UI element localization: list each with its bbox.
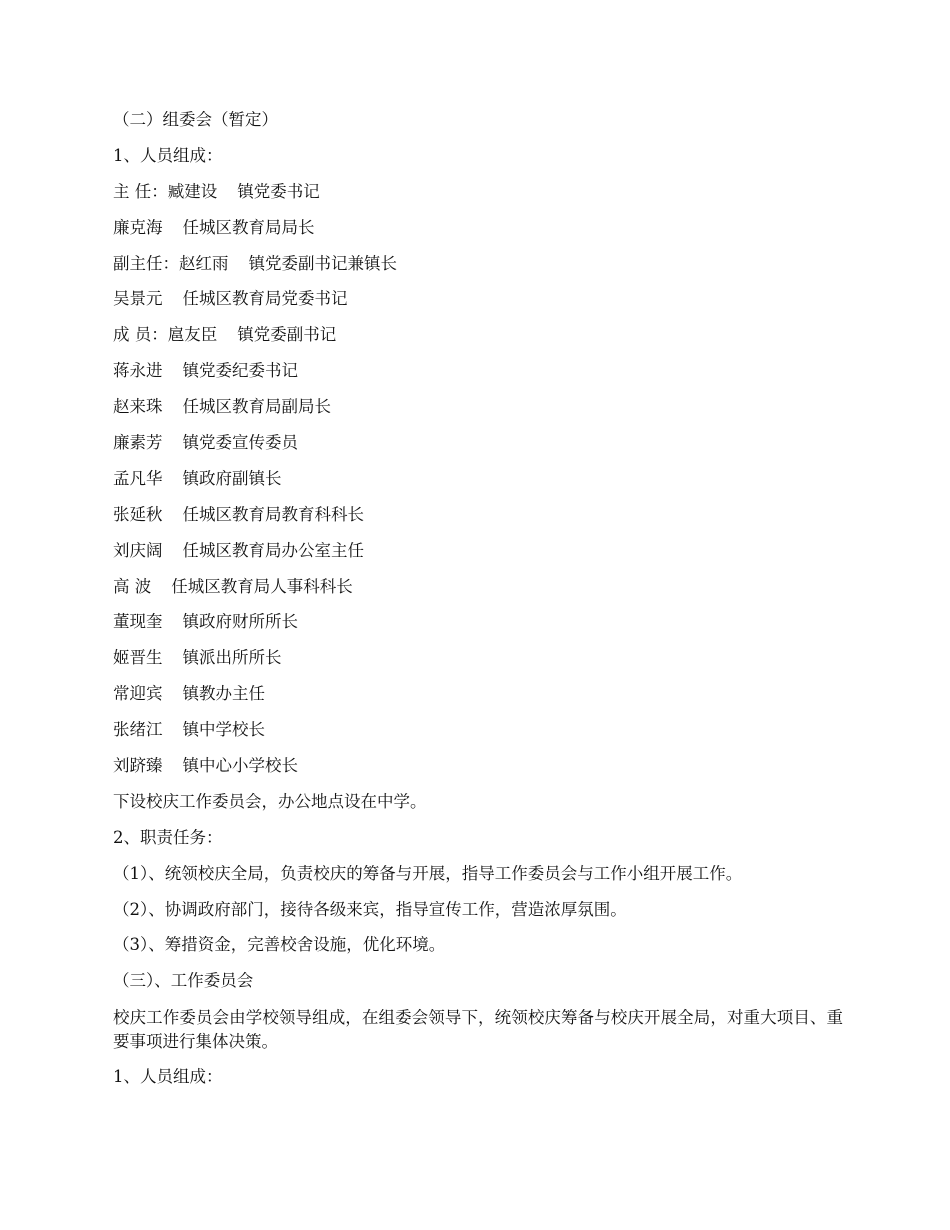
member-title: 任城区教育局党委书记: [182, 289, 348, 309]
member-title: 镇派出所所长: [182, 648, 282, 668]
member-role: 主 任：: [113, 181, 168, 201]
member-name: 董现奎: [113, 612, 163, 632]
member-row: [113, 360, 843, 382]
member-row: [113, 576, 843, 598]
member-name: 张延秋: [113, 504, 163, 524]
section3-personnel-heading: 1、人员组成：: [113, 1067, 223, 1087]
member-title: 镇党委书记: [237, 181, 320, 201]
member-list: [113, 181, 843, 777]
office-note: 下设校庆工作委员会，办公地点设在中学。: [113, 791, 427, 811]
member-title: 镇教办主任: [182, 684, 265, 704]
member-title: 镇政府财所所长: [182, 612, 298, 632]
section3-header: （三）、工作委员会: [113, 971, 254, 991]
member-row: [113, 217, 843, 239]
member-row: [113, 504, 843, 526]
member-row: [113, 468, 843, 490]
member-row: [113, 396, 843, 418]
member-title: 镇党委副书记: [237, 325, 337, 345]
member-title: 镇中学校长: [182, 720, 265, 740]
member-row: [113, 683, 843, 705]
member-name: 廉克海: [113, 217, 163, 237]
member-name: 刘庆阔: [113, 540, 163, 560]
document-page: [113, 109, 843, 1102]
member-row: [113, 253, 843, 275]
member-row: [113, 540, 843, 562]
member-title: 任城区教育局副局长: [182, 397, 331, 417]
member-name: 常迎宾: [113, 684, 163, 704]
member-row: [113, 611, 843, 633]
member-title: 镇党委副书记兼镇长: [248, 253, 397, 273]
member-title: 镇中心小学校长: [182, 756, 298, 776]
member-name: 扈友臣: [167, 325, 218, 345]
duty-item: （2）、协调政府部门，接待各级来宾，指导宣传工作，营造浓厚氛围。: [113, 899, 627, 919]
member-name: 赵来珠: [113, 397, 163, 417]
duty-item: （3）、筹措资金，完善校舍设施，优化环境。: [113, 935, 446, 955]
member-title: 任城区教育局人事科科长: [171, 576, 353, 596]
duty-item: （1）、统领校庆全局，负责校庆的筹备与开展，指导工作委员会与工作小组开展工作。: [113, 863, 743, 883]
member-name: 姬晋生: [113, 648, 163, 668]
member-title: 任城区教育局局长: [182, 217, 315, 237]
section-header: （二）组委会（暂定）: [113, 110, 278, 129]
member-name: 臧建设: [167, 181, 218, 201]
member-name: 高 波: [113, 576, 152, 596]
member-row: [113, 181, 843, 203]
member-name: 刘跻臻: [113, 756, 163, 776]
member-name: 张绪江: [113, 720, 163, 740]
member-title: 镇政府副镇长: [182, 468, 282, 488]
section3-paragraph: 校庆工作委员会由学校领导组成，在组委会领导下，统领校庆筹备与校庆开展全局，对重大项目、重要事项进行集体决策。: [113, 1008, 843, 1052]
member-row: [113, 719, 843, 741]
member-name: 廉素芳: [113, 433, 163, 453]
member-title: 镇党委宣传委员: [182, 433, 298, 453]
member-row: [113, 755, 843, 777]
member-row: [113, 432, 843, 454]
personnel-heading: 1、人员组成：: [113, 145, 223, 165]
member-row: [113, 288, 843, 310]
member-name: 孟凡华: [113, 468, 163, 488]
member-row: [113, 324, 843, 346]
member-role: 副主任：: [113, 253, 179, 273]
member-name: 吴景元: [113, 289, 163, 309]
member-name: 蒋永进: [113, 361, 163, 381]
duty-list: [113, 863, 843, 957]
member-title: 任城区教育局办公室主任: [182, 540, 364, 560]
member-row: [113, 647, 843, 669]
member-title: 镇党委纪委书记: [182, 361, 298, 381]
member-role: 成 员：: [113, 325, 168, 345]
member-name: 赵红雨: [179, 253, 229, 273]
member-title: 任城区教育局教育科科长: [182, 504, 364, 524]
duties-heading: 2、职责任务：: [113, 827, 223, 847]
